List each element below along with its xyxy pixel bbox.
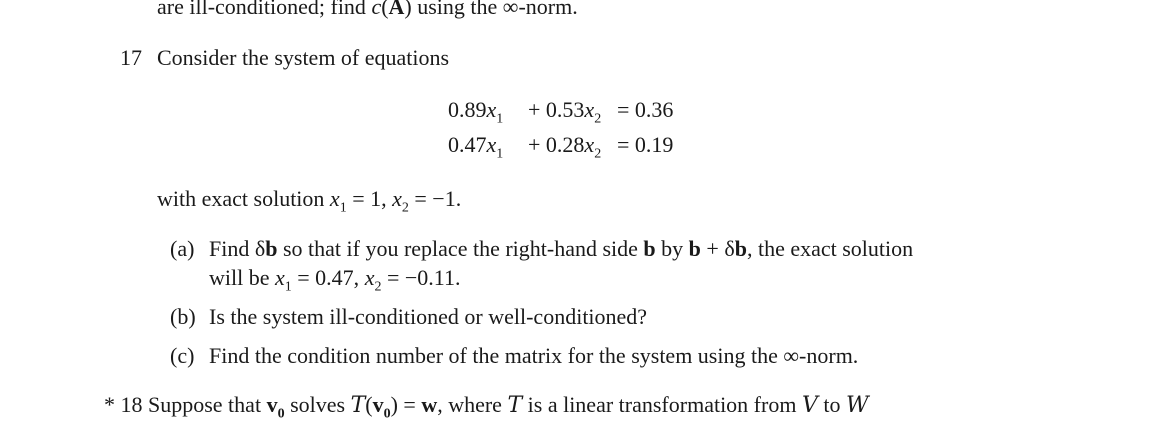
starred-marker: * bbox=[104, 392, 115, 417]
eq2-term1: $0.47x_1$ bbox=[448, 132, 504, 162]
problem-17-intro: Consider the system of equations bbox=[157, 45, 450, 70]
part-c-label: (c) bbox=[170, 343, 195, 368]
previous-problem-tail bbox=[157, 0, 578, 20]
math-c: c bbox=[371, 0, 382, 19]
math-matrix-A: A bbox=[388, 0, 405, 19]
eq2-term2: + $0.28x_2$ bbox=[528, 132, 602, 162]
eq1-term1: $0.89x_1$ bbox=[448, 97, 504, 127]
text-fragment: are ill-conditioned; find bbox=[157, 0, 372, 19]
part-b-text: Is the system ill-conditioned or well-conditioned? bbox=[209, 304, 648, 329]
problem-number-18: 18 bbox=[120, 392, 143, 417]
part-c-text: Find the condition number of the matrix for the system using the ∞-norm. bbox=[209, 343, 859, 368]
eq1-rhs: = 0.36 bbox=[617, 97, 674, 122]
problem-18-partial: * 18 Suppose that $v_0$ solves $T(v_0) = w$, where T is a linear transformation from V to W bbox=[104, 392, 869, 422]
part-a-line-2: will be $x_1 = 0.47$, $x_2 = -0.11$. bbox=[209, 265, 461, 295]
text-fragment: ( bbox=[381, 0, 389, 19]
problem-number-17: 17 bbox=[120, 45, 142, 70]
eq1-term2: + $0.53x_2$ bbox=[528, 97, 602, 127]
part-a-line-1: Find δb so that if you replace the right-hand side b by b + δb, the exact solution bbox=[209, 236, 914, 261]
part-a-label: (a) bbox=[170, 236, 195, 261]
exact-solution-line: with exact solution $x_1 = 1$, $x_2 = -1$. bbox=[157, 186, 462, 216]
eq2-rhs: = 0.19 bbox=[617, 132, 674, 157]
part-b-label: (b) bbox=[170, 304, 196, 329]
text-fragment: ) using the ∞-norm. bbox=[404, 0, 578, 19]
